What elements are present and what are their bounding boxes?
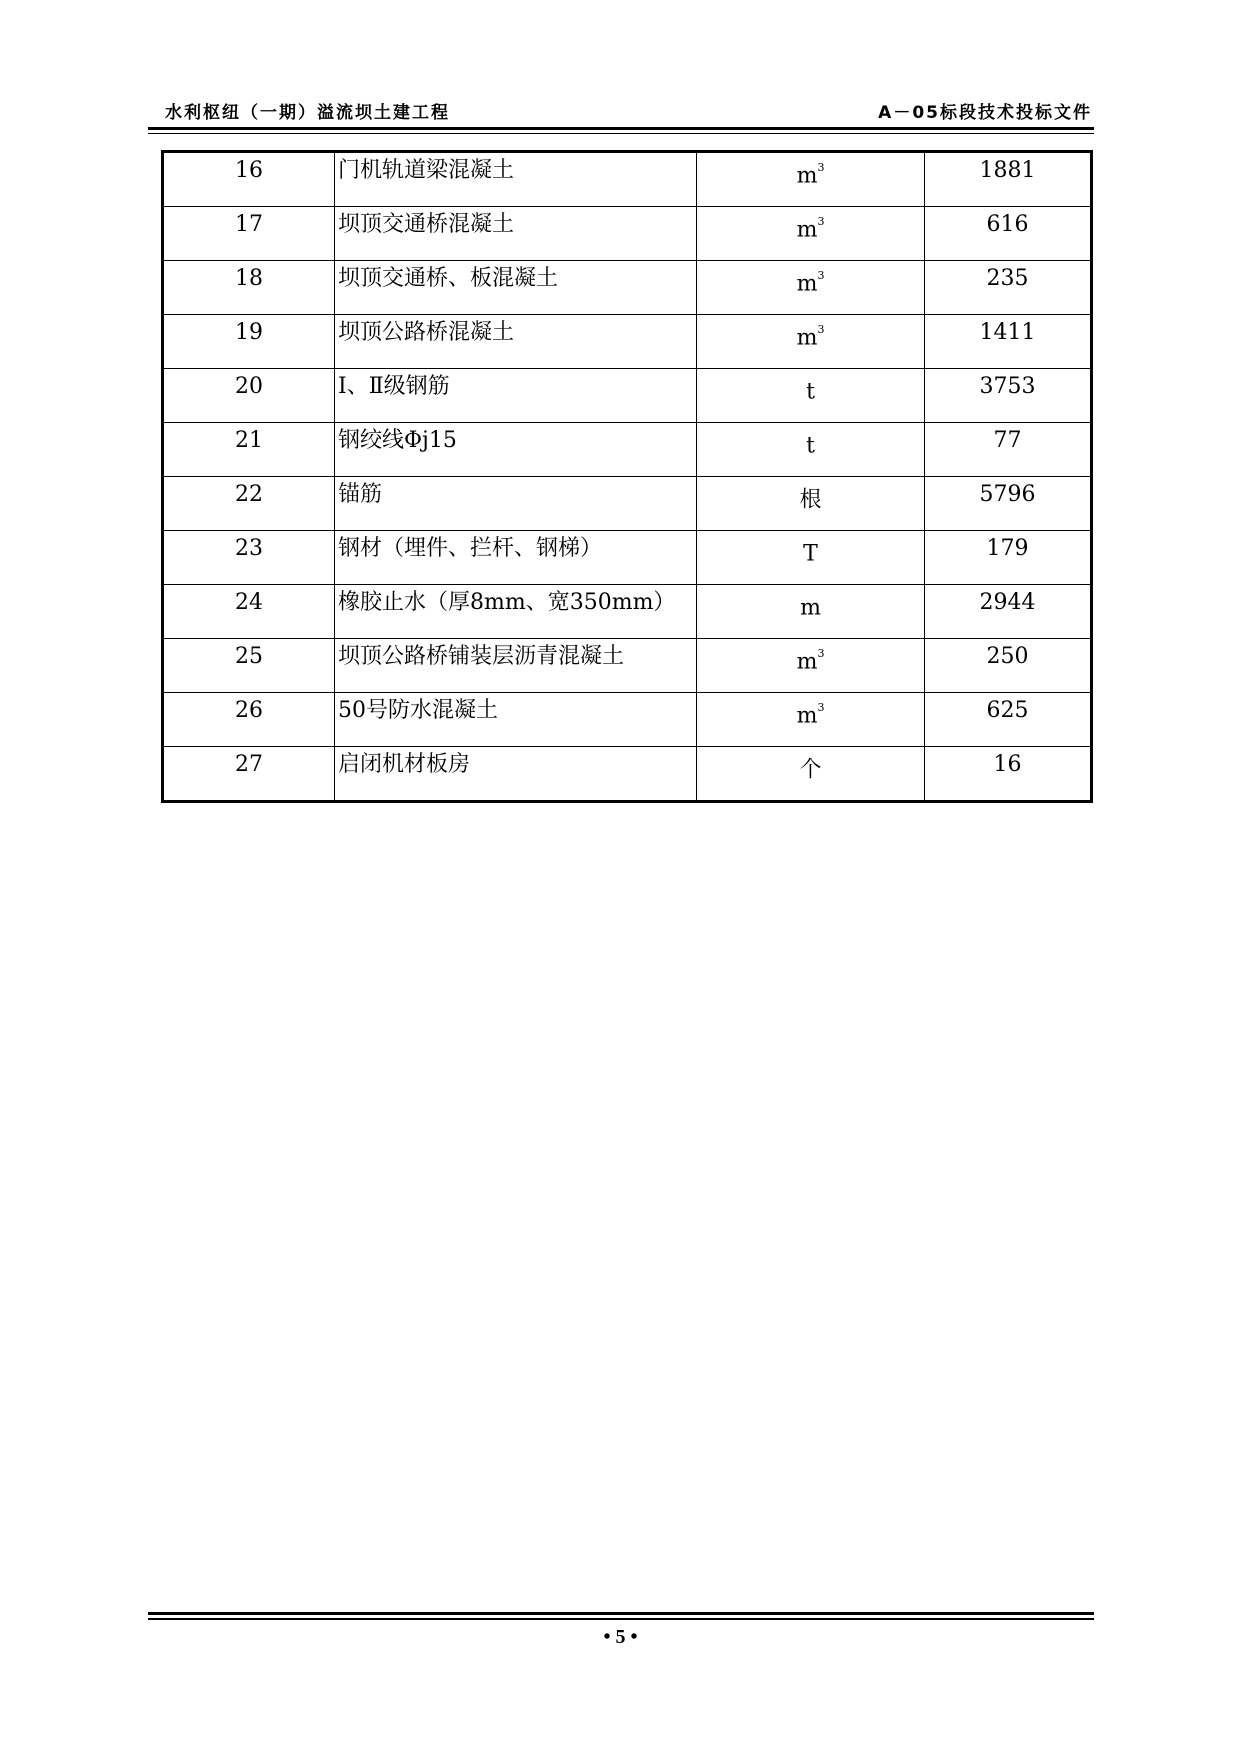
quantity-table-body xyxy=(163,152,1092,802)
table-row xyxy=(163,369,1092,423)
item-name: 钢绞线Φj15 xyxy=(335,423,697,477)
item-name: 门机轨道梁混凝土 xyxy=(335,152,697,207)
table-row xyxy=(163,531,1092,585)
item-name: 坝顶公路桥混凝土 xyxy=(335,315,697,369)
item-quantity: 625 xyxy=(925,693,1092,747)
item-quantity: 235 xyxy=(925,261,1092,315)
quantity-table xyxy=(161,150,1093,803)
item-quantity: 3753 xyxy=(925,369,1092,423)
unit-text: m xyxy=(796,649,818,675)
table-row xyxy=(163,693,1092,747)
item-number: 26 xyxy=(163,693,335,747)
item-number: 20 xyxy=(163,369,335,423)
unit-text: T xyxy=(803,541,818,567)
item-quantity: 616 xyxy=(925,207,1092,261)
item-number: 18 xyxy=(163,261,335,315)
unit-exponent: 3 xyxy=(817,269,825,282)
item-quantity: 16 xyxy=(925,747,1092,802)
unit-exponent: 3 xyxy=(817,647,825,660)
table-row xyxy=(163,152,1092,207)
item-number: 21 xyxy=(163,423,335,477)
item-name: Ⅰ、Ⅱ级钢筋 xyxy=(335,369,697,423)
item-unit xyxy=(697,207,925,261)
table-row xyxy=(163,315,1092,369)
table-row xyxy=(163,423,1092,477)
page-header xyxy=(148,98,1092,124)
item-name: 钢材（埋件、拦杆、钢梯） xyxy=(335,531,697,585)
header-rule xyxy=(148,127,1094,130)
item-unit xyxy=(697,693,925,747)
unit-exponent: 3 xyxy=(817,215,825,228)
item-unit xyxy=(697,585,925,639)
table-row xyxy=(163,261,1092,315)
item-number: 19 xyxy=(163,315,335,369)
unit-text: m xyxy=(796,325,818,351)
unit-text: m xyxy=(796,163,818,189)
item-quantity: 77 xyxy=(925,423,1092,477)
unit-text: t xyxy=(806,379,815,405)
item-quantity: 179 xyxy=(925,531,1092,585)
item-name: 启闭机材板房 xyxy=(335,747,697,802)
footer-rule-thin xyxy=(148,1618,1094,1620)
item-name: 坝顶公路桥铺装层沥青混凝土 xyxy=(335,639,697,693)
page-number: • 5 • xyxy=(603,1626,638,1648)
item-number: 27 xyxy=(163,747,335,802)
item-name: 橡胶止水（厚8mm、宽350mm） xyxy=(335,585,697,639)
item-name: 坝顶交通桥混凝土 xyxy=(335,207,697,261)
header-document-title: A－05标段技术投标文件 xyxy=(878,103,1092,123)
item-unit xyxy=(697,747,925,802)
item-number: 22 xyxy=(163,477,335,531)
unit-text: m xyxy=(796,703,818,729)
header-project-title: 水利枢纽（一期）溢流坝土建工程 xyxy=(165,103,450,123)
unit-text: t xyxy=(806,433,815,459)
unit-text: 根 xyxy=(799,487,822,513)
unit-exponent: 3 xyxy=(817,701,825,714)
table-row xyxy=(163,585,1092,639)
item-quantity: 5796 xyxy=(925,477,1092,531)
item-number: 16 xyxy=(163,152,335,207)
unit-text: m xyxy=(800,595,821,621)
item-unit xyxy=(697,639,925,693)
item-unit xyxy=(697,369,925,423)
unit-text: m xyxy=(796,271,818,297)
item-number: 25 xyxy=(163,639,335,693)
item-name: 坝顶交通桥、板混凝土 xyxy=(335,261,697,315)
table-row xyxy=(163,639,1092,693)
unit-exponent: 3 xyxy=(817,323,825,336)
unit-text: 个 xyxy=(799,757,822,783)
item-unit xyxy=(697,315,925,369)
table-row xyxy=(163,477,1092,531)
item-number: 17 xyxy=(163,207,335,261)
item-number: 24 xyxy=(163,585,335,639)
item-name: 锚筋 xyxy=(335,477,697,531)
item-name: 50号防水混凝土 xyxy=(335,693,697,747)
item-unit xyxy=(697,423,925,477)
item-quantity: 1411 xyxy=(925,315,1092,369)
item-number: 23 xyxy=(163,531,335,585)
item-quantity: 1881 xyxy=(925,152,1092,207)
item-unit xyxy=(697,152,925,207)
item-unit xyxy=(697,477,925,531)
item-unit xyxy=(697,531,925,585)
table-row xyxy=(163,207,1092,261)
item-unit xyxy=(697,261,925,315)
unit-text: m xyxy=(796,217,818,243)
header-rule-thin xyxy=(148,133,1094,134)
item-quantity: 250 xyxy=(925,639,1092,693)
unit-exponent: 3 xyxy=(817,161,825,174)
footer-rule xyxy=(148,1612,1094,1615)
table-row xyxy=(163,747,1092,802)
item-quantity: 2944 xyxy=(925,585,1092,639)
